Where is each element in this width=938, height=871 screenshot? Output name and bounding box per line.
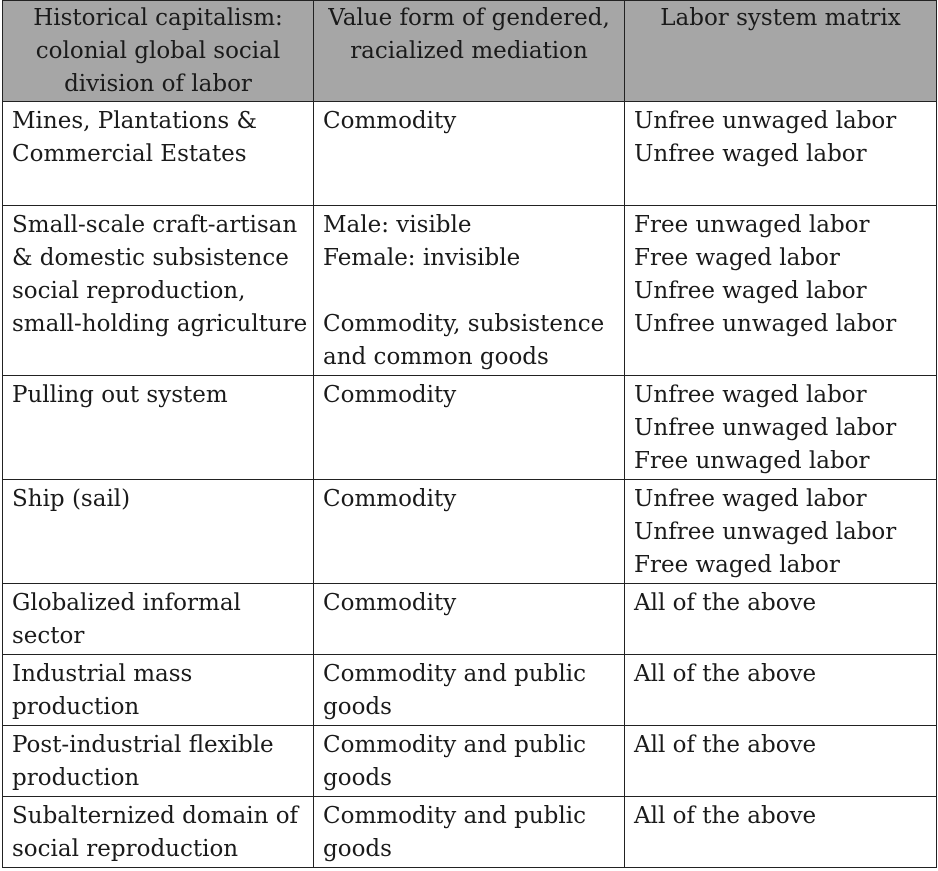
table-row	[3, 726, 937, 797]
cell-text: Unfree unwaged labor	[634, 415, 897, 441]
cell-text: social reproduction,	[12, 278, 246, 304]
value-form-cell	[314, 655, 625, 726]
cell-text: Unfree unwaged labor	[634, 311, 897, 337]
header-labor-system-matrix	[625, 1, 937, 102]
cell-text: All of the above	[634, 590, 817, 616]
value-form-cell	[314, 726, 625, 797]
header-text: Labor system matrix	[660, 5, 901, 31]
table-row	[3, 480, 937, 584]
header-text: division of labor	[64, 71, 252, 97]
labor-matrix-cell	[625, 797, 937, 868]
value-form-cell	[314, 102, 625, 206]
cell-text: Unfree waged labor	[634, 141, 867, 167]
cell-text: Commodity	[323, 486, 457, 512]
cell-text: Male: visible	[323, 212, 472, 238]
header-text: gendered, racialized	[350, 5, 610, 64]
header-text: Historical capitalism:	[33, 5, 283, 31]
cell-text: Unfree waged labor	[634, 382, 867, 408]
division-cell	[3, 655, 314, 726]
table-row	[3, 206, 937, 376]
cell-text: All of the above	[634, 732, 817, 758]
labor-system-table	[2, 0, 937, 868]
division-cell	[3, 797, 314, 868]
division-cell	[3, 206, 314, 376]
cell-text: Unfree unwaged labor	[634, 519, 897, 545]
cell-text: Commodity	[323, 108, 457, 134]
cell-text: Commodity and public	[323, 661, 586, 687]
cell-text: small-holding agriculture	[12, 311, 308, 337]
cell-text: Unfree waged labor	[634, 278, 867, 304]
table-row	[3, 797, 937, 868]
cell-text: goods	[323, 836, 392, 862]
cell-text: Unfree waged labor	[634, 486, 867, 512]
cell-text: All of the above	[634, 803, 817, 829]
division-cell	[3, 726, 314, 797]
cell-text: Industrial mass	[12, 661, 193, 687]
cell-text: Mines, Plantations &	[12, 108, 257, 134]
labor-matrix-cell	[625, 376, 937, 480]
cell-text: Free waged labor	[634, 552, 840, 578]
cell-text: Ship (sail)	[12, 486, 131, 512]
cell-text: Free unwaged labor	[634, 212, 870, 238]
cell-text: Free unwaged labor	[634, 448, 870, 474]
value-form-cell	[314, 206, 625, 376]
labor-matrix-cell	[625, 480, 937, 584]
header-value-form	[314, 1, 625, 102]
cell-text: production	[12, 694, 140, 720]
cell-text: Small-scale craft-artisan	[12, 212, 298, 238]
cell-text: production	[12, 765, 140, 791]
cell-text: Post-industrial flexible	[12, 732, 274, 758]
division-cell	[3, 102, 314, 206]
header-historical-capitalism	[3, 1, 314, 102]
value-form-cell	[314, 584, 625, 655]
cell-text: Subalternized domain of	[12, 803, 299, 829]
labor-matrix-cell	[625, 206, 937, 376]
header-text: Value form of	[328, 5, 485, 31]
division-cell	[3, 480, 314, 584]
cell-text: Female: invisible	[323, 245, 521, 271]
header-text: colonial global social	[35, 38, 281, 64]
table-row	[3, 584, 937, 655]
cell-text: Commodity	[323, 590, 457, 616]
cell-text: Free waged labor	[634, 245, 840, 271]
cell-text: goods	[323, 765, 392, 791]
labor-matrix-cell	[625, 102, 937, 206]
labor-matrix-cell	[625, 726, 937, 797]
cell-text: Commercial Estates	[12, 141, 247, 167]
cell-text: goods	[323, 694, 392, 720]
division-cell	[3, 584, 314, 655]
cell-text: All of the above	[634, 661, 817, 687]
cell-text: Pulling out system	[12, 382, 228, 408]
labor-matrix-cell	[625, 655, 937, 726]
value-form-cell	[314, 480, 625, 584]
value-form-cell	[314, 376, 625, 480]
table-header-row	[3, 1, 937, 102]
cell-text: Commodity	[323, 382, 457, 408]
cell-text: sector	[12, 623, 85, 649]
division-cell	[3, 376, 314, 480]
table-row	[3, 102, 937, 206]
table-row	[3, 376, 937, 480]
cell-text: Globalized informal	[12, 590, 241, 616]
cell-text: Commodity and public	[323, 732, 586, 758]
cell-text: & domestic subsistence	[12, 245, 289, 271]
value-form-cell	[314, 797, 625, 868]
cell-text: Commodity and public	[323, 803, 586, 829]
labor-matrix-cell	[625, 584, 937, 655]
cell-text: social reproduction	[12, 836, 239, 862]
cell-text: Commodity, subsistence	[323, 311, 605, 337]
header-text: mediation	[471, 38, 588, 64]
cell-text: and common goods	[323, 344, 549, 370]
table-row	[3, 655, 937, 726]
cell-text: Unfree unwaged labor	[634, 108, 897, 134]
spacer	[323, 275, 616, 308]
